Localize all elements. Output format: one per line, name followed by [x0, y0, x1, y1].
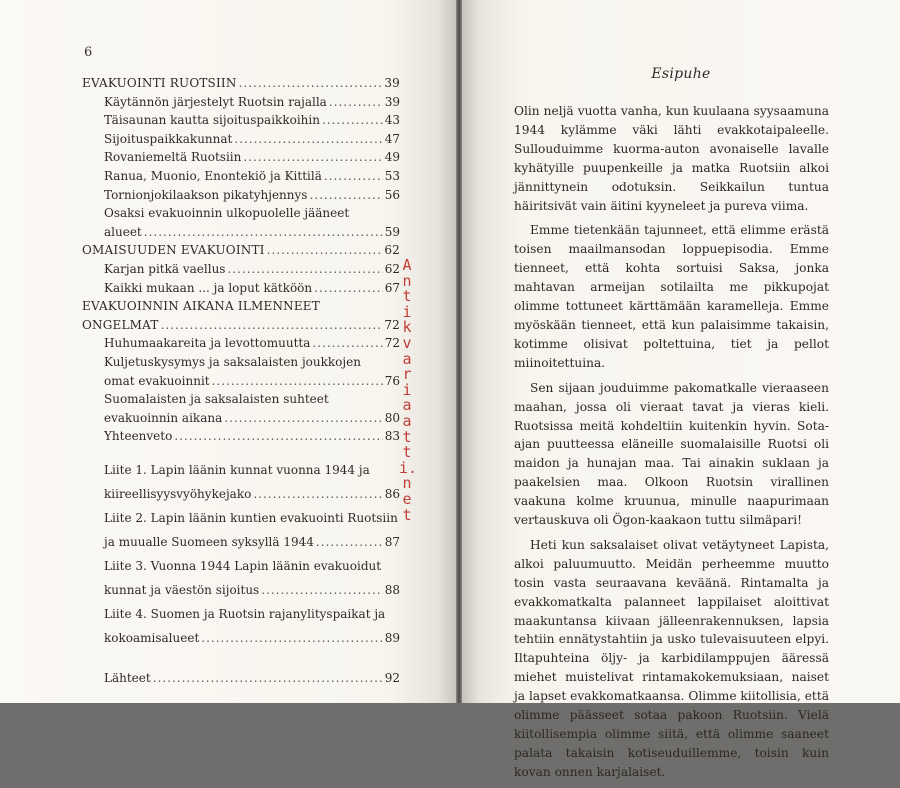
toc-page-number: 43 [384, 113, 400, 128]
toc-leader-dots [227, 260, 382, 279]
toc-entry [82, 74, 400, 93]
toc-entry-title: kokoamisalueet [104, 630, 200, 645]
toc-leader-dots [174, 427, 382, 446]
toc-entry [82, 223, 400, 242]
left-page [0, 0, 456, 703]
toc-entry [82, 578, 400, 602]
toc-page-number: 59 [384, 224, 400, 239]
toc-entry [82, 186, 400, 205]
toc-spacer [82, 446, 400, 458]
toc-entry [82, 111, 400, 130]
toc-leader-dots [261, 578, 383, 602]
foreword-text [514, 102, 829, 788]
toc-entry [82, 530, 400, 554]
toc-leader-dots [329, 93, 383, 112]
toc-leader-dots [243, 148, 382, 167]
foreword-heading: Esipuhe [651, 66, 711, 82]
toc-entry [82, 167, 400, 186]
toc-appendix-entry [82, 554, 400, 602]
toc-page-number: 89 [384, 630, 400, 645]
toc-leader-dots [309, 186, 382, 205]
toc-appendix-entry [82, 506, 400, 554]
table-of-contents [82, 74, 400, 690]
toc-appendix-entry [82, 602, 400, 650]
toc-entry-title: Osaksi evakuoinnin ulkopuolelle jääneet [104, 206, 350, 221]
toc-page-number: 76 [384, 373, 400, 388]
toc-page-number: 88 [384, 582, 400, 597]
toc-entry [82, 130, 400, 149]
toc-leader-dots [322, 111, 383, 130]
paragraph: Olin neljä vuotta vanha, kun kuulaana syysaamuna 1944 kylämme väki lähti evakkotaipaleelle. Sullouduimme kuorma-auton avonaiselle lavalle kyhätyille puupenkeille ja matka Ruotsiin alkoi jännittynein odotuksin. Seikkailun tuntua häiritsivät vain äitini kyyneleet ja pureva viima. [514, 104, 829, 213]
toc-page-number: 56 [384, 187, 400, 202]
toc-leader-dots [314, 279, 383, 298]
toc-entry-title: Tornionjokilaakson pikatyhjennys [104, 187, 308, 202]
toc-leader-dots [312, 334, 382, 353]
toc-leader-dots [201, 626, 382, 650]
toc-page-number: 39 [384, 76, 400, 90]
toc-entry-title: kunnat ja väestön sijoitus [104, 582, 260, 597]
toc-page-number: 49 [384, 150, 400, 165]
toc-entry-title: Rovaniemeltä Ruotsiin [104, 150, 242, 165]
toc-leader-dots [212, 372, 383, 391]
toc-page-number: 67 [384, 280, 400, 295]
toc-entry [82, 372, 400, 391]
toc-page-number: 83 [384, 429, 400, 444]
paragraph: Emme tietenkään tajunneet, että elimme erästä toisen maailmansodan loppuepisodia. Emme tienneet, että kohta sortuisi Saksa, jonka mahtavan armeijan sotilailta me pikkupojat olimme tottuneet kärttämään karamelleja. Emme myöskään tienneet, että kun palaisimme takaisin, kotimme olisivat poltettuina, tiet ja pellot miinoitettuina. [514, 223, 829, 370]
toc-leader-dots [253, 482, 382, 506]
watermark: Antikvariaatti.net [399, 256, 418, 524]
toc-entry [82, 148, 400, 167]
toc-appendix-entry [82, 458, 400, 506]
toc-entry-title: Käytännön järjestelyt Ruotsin rajalla [104, 94, 327, 109]
toc-page-number: 87 [384, 534, 400, 549]
toc-page-number: 92 [384, 670, 400, 685]
toc-leader-dots [324, 167, 383, 186]
toc-entry-title: Liite 4. Suomen ja Ruotsin rajanylityspaikat ja [104, 606, 386, 621]
toc-entry-title: EVAKUOINTI RUOTSIIN [82, 76, 237, 90]
toc-entry-title: Liite 2. Lapin läänin kuntien evakuointi Ruotsiin [104, 510, 398, 525]
toc-entry-title: Ranua, Muonio, Enontekiö ja Kittilä [104, 168, 322, 183]
toc-page-number: 47 [384, 131, 400, 146]
toc-entry [82, 279, 400, 298]
page-number: 6 [84, 45, 93, 60]
toc-entry [82, 427, 400, 446]
toc-entry [82, 241, 400, 260]
toc-leader-dots [153, 666, 383, 690]
toc-entry [82, 482, 400, 506]
toc-leader-dots [161, 316, 383, 335]
toc-page-number: 72 [384, 336, 400, 351]
paragraph: Heti kun saksalaiset olivat vetäytyneet Lapista, alkoi paluumuutto. Meidän perheemme muutto tosin vasta seuraavana keväänä. Rintamalta ja evakkomatkalta palanneet lappilaiset aloittivat maakuntansa kiivaan jälleenrakennuksen, lapsia tehtiin ennätystahtiin ja usko tulevaisuuteen elpyi. Iltapuhteina öljy- ja karbidilamppujen ääressä miehet muistelivat rintamakokemuksiaan, naiset ja lapset evakkomatkaansa. Olimme kiitollisia, että olimme päässeet sotaa pakoon Ruotsiin. Vielä kiitollisempia olimme siitä, että olimme saaneet palata takaisin kotiseuduillemme, toisin kuin kovan onnen karjalaiset. [514, 537, 829, 779]
toc-sources-entry [82, 666, 400, 690]
toc-entry-title: Suomalaisten ja saksalaisten suhteet [104, 392, 329, 407]
toc-entry [82, 409, 400, 428]
toc-entry-title: EVAKUOINNIN AIKANA ILMENNEET [82, 299, 320, 314]
toc-entry-title: Yhteenveto [104, 429, 173, 444]
toc-entry-title: OMAISUUDEN EVAKUOINTI [82, 243, 265, 258]
toc-entry-title: Kaikki mukaan ... ja loput kätköön [104, 280, 313, 295]
toc-page-number: 53 [384, 168, 400, 183]
toc-entry [82, 260, 400, 279]
toc-entry-title: ja muualle Suomeen syksyllä 1944 [104, 534, 314, 549]
toc-entry [82, 334, 400, 353]
toc-entry-title: Lähteet [104, 670, 151, 685]
toc-entry-title: ONGELMAT [82, 317, 159, 332]
toc-entry-title: alueet [104, 224, 142, 239]
toc-entry-title: kiireellisyysvyöhykejako [104, 486, 252, 501]
toc-entry-title: evakuoinnin aikana [104, 410, 223, 425]
toc-page-number: 39 [384, 94, 400, 109]
toc-page-number: 80 [384, 410, 400, 425]
paragraph: Sen sijaan jouduimme pakomatkalle vieraaseen maahan, jossa oli vieraat tavat ja vieras kieli. Ruotsissa meitä kohdeltiin kuitenkin hyvin. Sota-ajan puutteessa eläneille suomalaisille Ruotsi oli maidon ja hunajan maa. Tai ainakin suklaan ja paakelsien maa. Olkoon Ruotsin virallinen vaakuna kolme kruunua, minulle naapurimaan vertauskuva oli Ögon-kaakaon tuttu silmäpari! [514, 380, 829, 528]
toc-entry-title: Täisaunan kautta sijoituspaikkoihin [104, 113, 320, 128]
toc-entry [82, 316, 400, 335]
toc-entry-title: omat evakuoinnit [104, 373, 210, 388]
toc-leader-dots [239, 74, 383, 93]
toc-entry-title: Huhumaakareita ja levottomuutta [104, 336, 311, 351]
toc-entry-title: Sijoituspaikkakunnat [104, 131, 233, 146]
toc-entry-title: Kuljetuskysymys ja saksalaisten joukkojen [104, 354, 361, 369]
toc-leader-dots [224, 409, 382, 428]
toc-entry-title: Liite 3. Vuonna 1944 Lapin läänin evakuoidut [104, 558, 382, 573]
toc-leader-dots [267, 241, 383, 260]
toc-leader-dots [144, 223, 383, 242]
toc-entry [82, 93, 400, 112]
toc-page-number: 62 [384, 261, 400, 276]
toc-entry [82, 626, 400, 650]
toc-page-number: 86 [384, 486, 400, 501]
toc-entry-title: Liite 1. Lapin läänin kunnat vuonna 1944 ja [104, 462, 370, 477]
toc-page-number: 62 [384, 243, 400, 258]
toc-leader-dots [316, 530, 383, 554]
toc-page-number: 72 [384, 317, 400, 332]
toc-entry-title: Karjan pitkä vaellus [104, 261, 226, 276]
toc-leader-dots [234, 130, 382, 149]
